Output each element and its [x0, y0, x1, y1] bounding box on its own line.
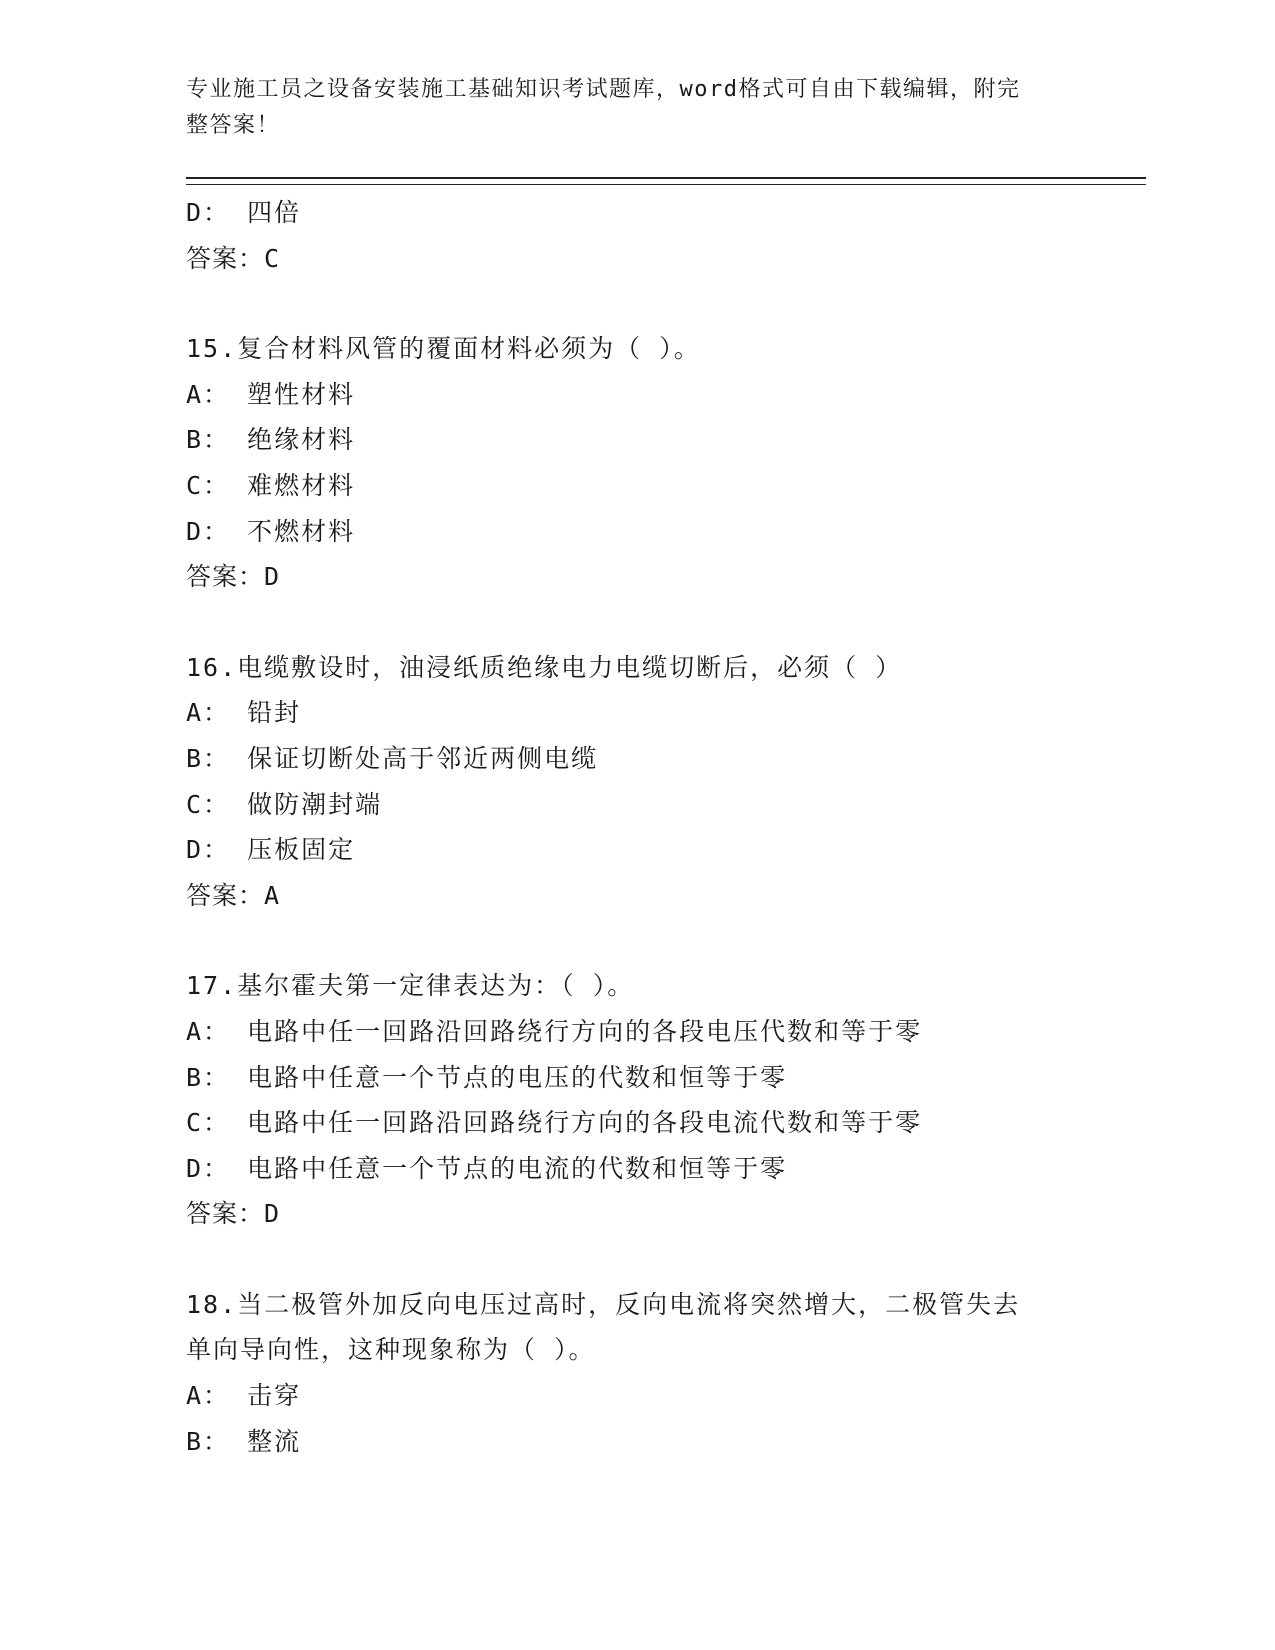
answer-label: 答案： — [186, 880, 265, 910]
option-a: A： 塑性材料 — [186, 379, 356, 409]
option-a: A： 铅封 — [186, 698, 302, 728]
question-text: 17.基尔霍夫第一定律表达为：（ ）。 — [186, 971, 635, 1001]
question-14-block — [186, 190, 1086, 281]
answer-label: 答案： — [186, 243, 265, 273]
spacer — [186, 600, 1086, 645]
option-c: C： 电路中任一回路沿回路绕行方向的各段电流代数和等于零 — [186, 1108, 923, 1138]
option-c: C： 做防潮封端 — [186, 789, 383, 819]
option-a: A： 击穿 — [186, 1381, 302, 1411]
question-text: 15.复合材料风管的覆面材料必须为（ ）。 — [186, 334, 701, 364]
spacer — [186, 281, 1086, 326]
question-18-block — [186, 1282, 1086, 1464]
document-header — [186, 72, 1066, 144]
header-line-1: 专业施工员之设备安装施工基础知识考试题库，word格式可自由下载编辑，附完 — [186, 77, 1021, 102]
option-d: D： 四倍 — [186, 198, 302, 227]
option-b: B： 保证切断处高于邻近两侧电缆 — [186, 743, 599, 773]
answer-line — [186, 873, 1086, 919]
option-d: D： 电路中任意一个节点的电流的代数和恒等于零 — [186, 1153, 788, 1183]
answer-value: D — [264, 1199, 281, 1229]
header-divider — [186, 177, 1146, 185]
answer-value: C — [264, 243, 281, 273]
answer-line — [186, 1191, 1086, 1237]
question-text-line-2: 单向导向性，这种现象称为（ ）。 — [186, 1335, 596, 1365]
option-b: B： 绝缘材料 — [186, 425, 356, 455]
answer-line — [186, 554, 1086, 600]
question-15-block — [186, 326, 1086, 600]
answer-label: 答案： — [186, 1199, 265, 1229]
option-c: C： 难燃材料 — [186, 470, 356, 500]
question-16-block — [186, 645, 1086, 919]
question-17-block — [186, 963, 1086, 1237]
answer-value: D — [264, 562, 281, 592]
option-d: D： 不燃材料 — [186, 516, 356, 546]
answer-line — [186, 236, 1086, 282]
option-b: B： 电路中任意一个节点的电压的代数和恒等于零 — [186, 1062, 788, 1092]
option-a: A： 电路中任一回路沿回路绕行方向的各段电压代数和等于零 — [186, 1016, 923, 1046]
question-text-line-1: 18.当二极管外加反向电压过高时，反向电流将突然增大，二极管失去 — [186, 1289, 1021, 1319]
question-text: 16.电缆敷设时，油浸纸质绝缘电力电缆切断后，必须（ ） — [186, 652, 903, 682]
answer-value: A — [264, 880, 281, 910]
option-d: D： 压板固定 — [186, 835, 356, 865]
spacer — [186, 918, 1086, 963]
answer-label: 答案： — [186, 562, 265, 592]
spacer — [186, 1237, 1086, 1282]
document-body — [186, 190, 1086, 1464]
option-b: B： 整流 — [186, 1426, 302, 1456]
header-line-2: 整答案！ — [186, 113, 281, 138]
